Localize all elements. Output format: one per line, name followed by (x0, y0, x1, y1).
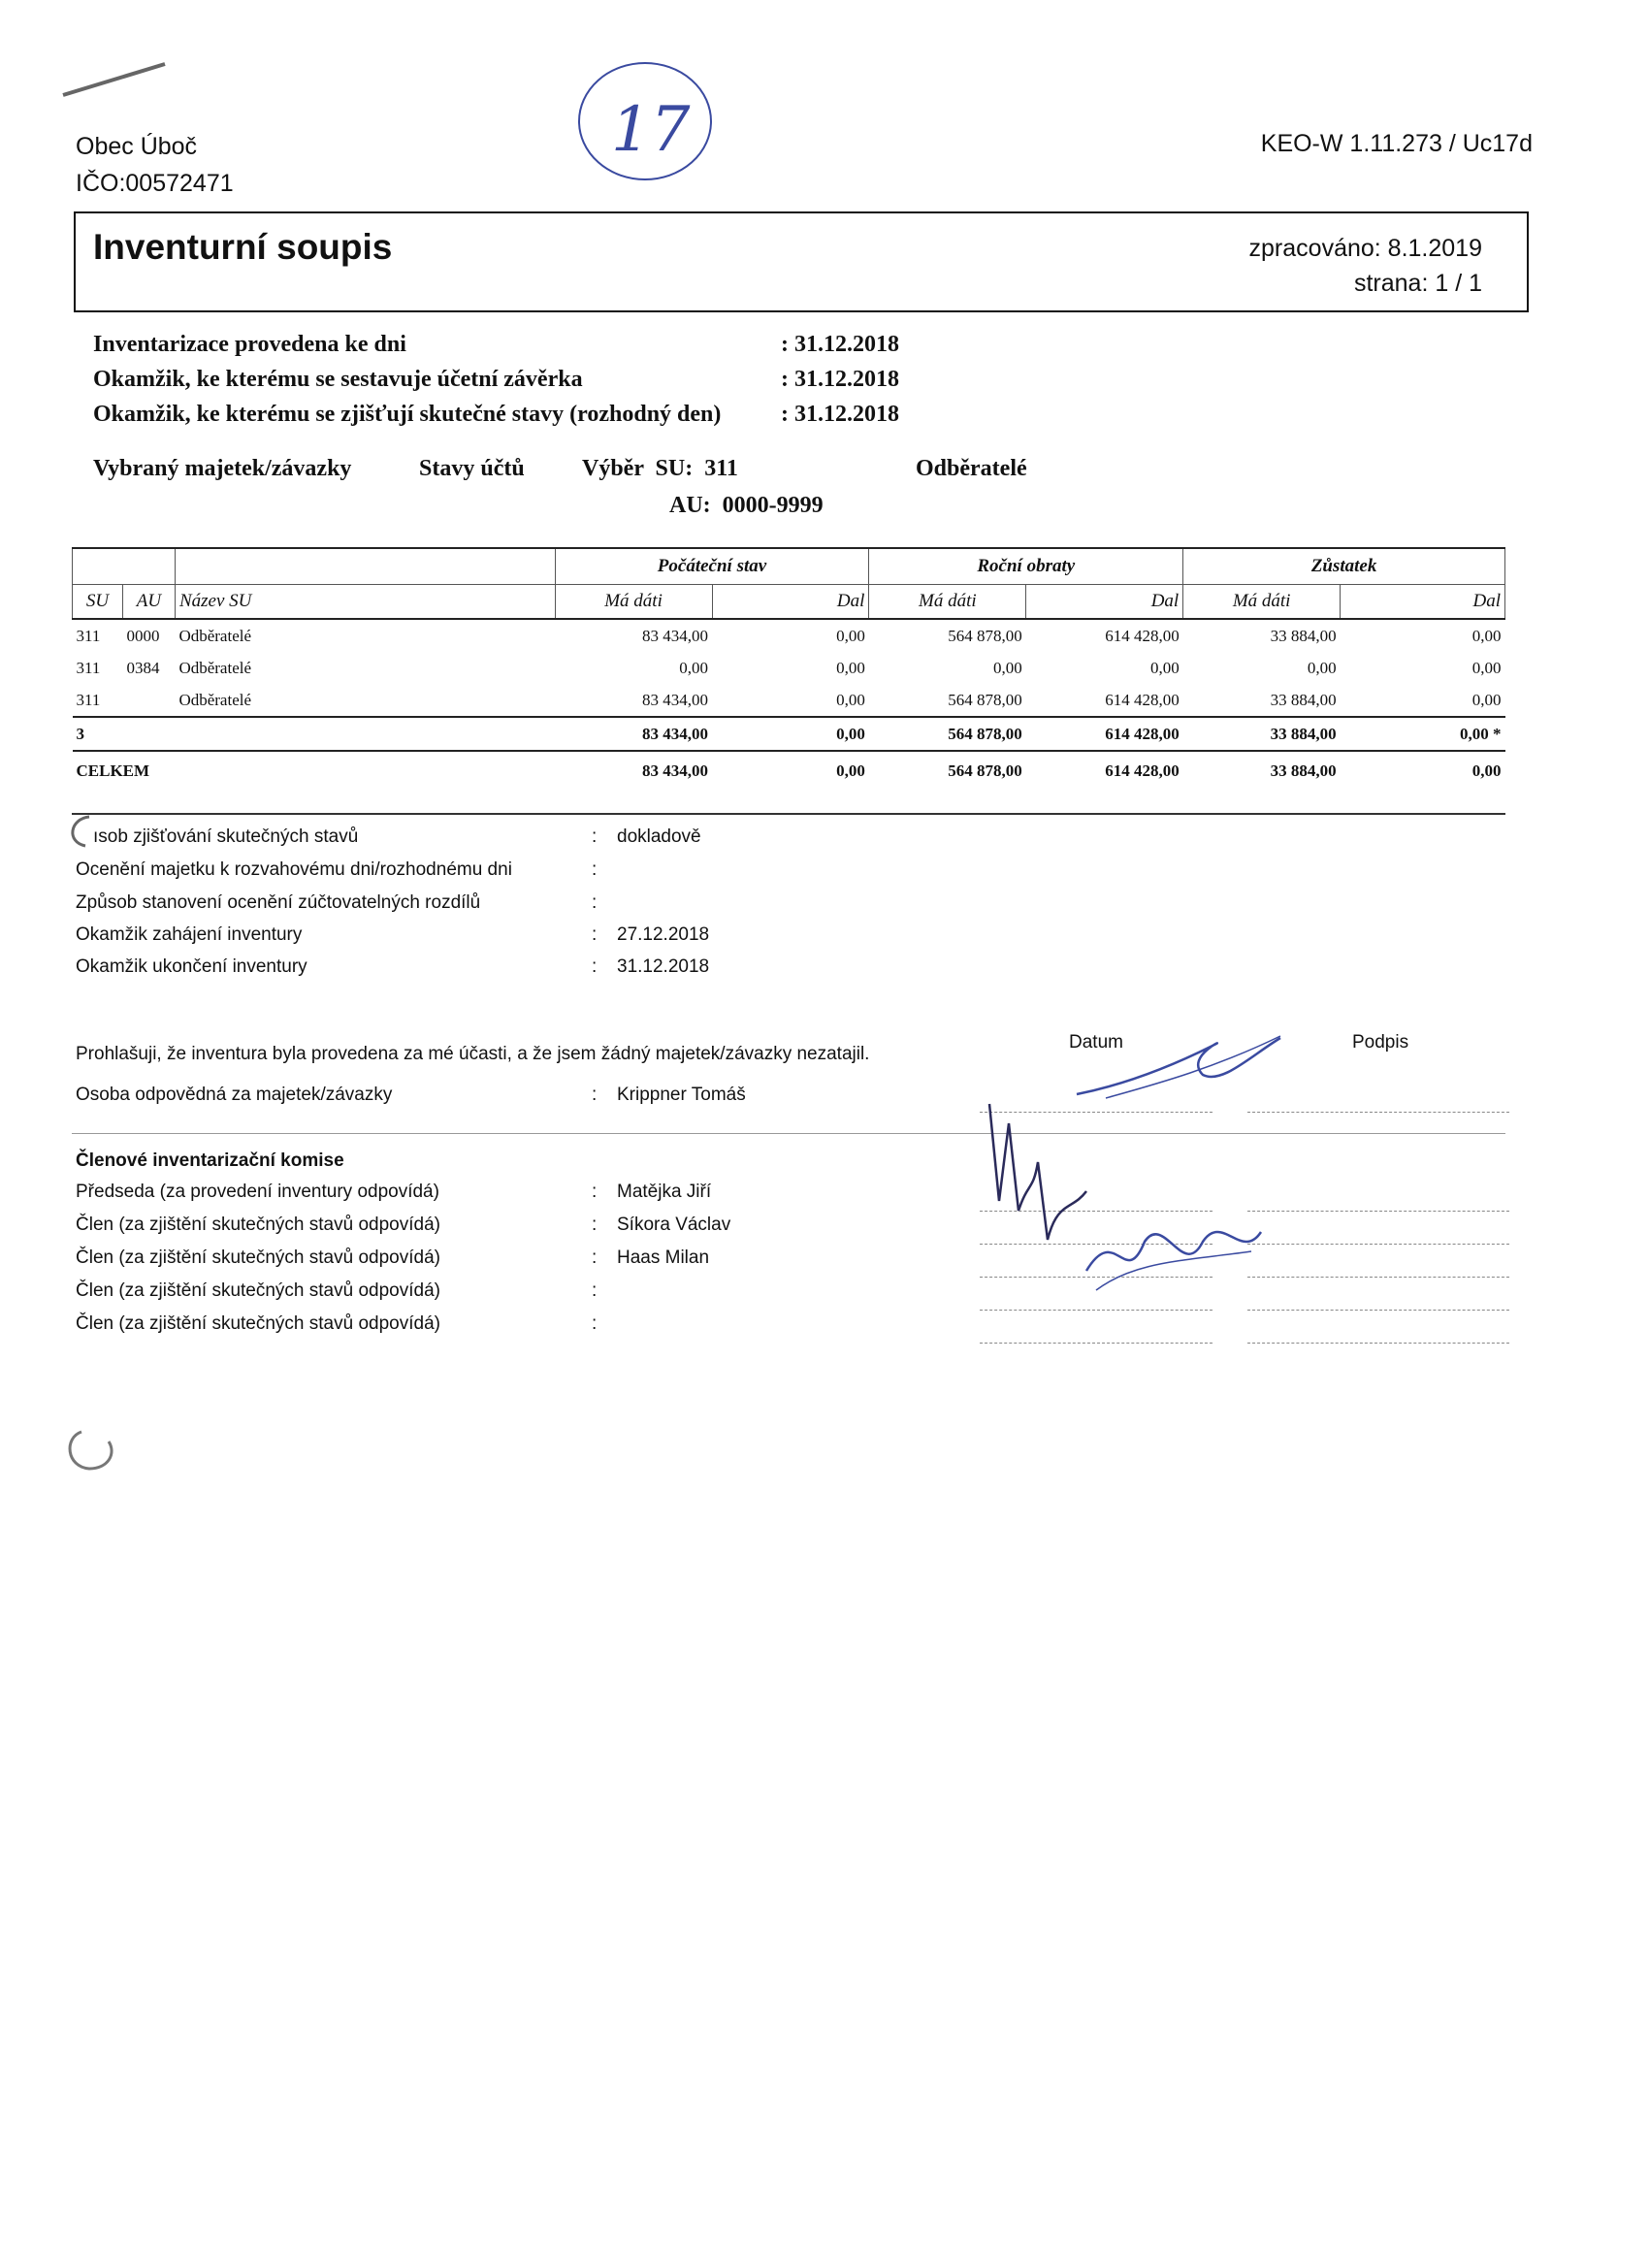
member-label: Člen (za zjištění skutečných stavů odpovídá) (76, 1280, 440, 1301)
colon: : (592, 859, 598, 880)
podpis-line (1247, 1244, 1509, 1245)
podpis-line (1247, 1310, 1509, 1311)
total-label: CELKEM (76, 761, 150, 780)
detail-label: ısob zjišťování skutečných stavů (93, 826, 359, 847)
podpis-line (1247, 1343, 1509, 1344)
date-label: Okamžik, ke kterému se sestavuje účetní závěrka (93, 367, 583, 392)
processing-info (1249, 231, 1482, 301)
colon: : (592, 1247, 598, 1268)
accounts-table (72, 547, 1505, 790)
cell-value: 0,00 (679, 658, 709, 677)
colon: : (592, 1313, 598, 1334)
page-count: strana: 1 / 1 (1353, 270, 1482, 297)
cell-value: 0,00 (1471, 626, 1502, 645)
detail-label: Způsob stanovení ocenění zúčtovatelných rozdílů (76, 892, 481, 913)
col-header: Má dáti (1183, 585, 1341, 620)
col-header: Název SU (175, 585, 555, 620)
table-group-header (73, 548, 1505, 585)
col-header: Má dáti (555, 585, 712, 620)
cell-name: Odběratelé (178, 626, 252, 645)
member-label: Předseda (za provedení inventury odpovídá) (76, 1182, 439, 1202)
handwritten-page-number (572, 53, 718, 189)
table-row (73, 619, 1505, 652)
col-header: AU (122, 585, 175, 620)
org-name: Obec Úboč (76, 133, 198, 160)
pen-mark (58, 56, 175, 105)
title-box (74, 211, 1529, 312)
table-row (73, 652, 1505, 684)
cell-value: 0,00 (836, 658, 865, 677)
cell-value: 33 884,00 (1270, 761, 1337, 780)
selection-state: Stavy účtů (419, 456, 525, 481)
col-header: SU (73, 585, 123, 620)
cell-value: 614 428,00 (1105, 690, 1180, 709)
cell-su: 311 (76, 658, 101, 677)
detail-label: Ocenění majetku k rozvahovému dni/rozhodnému dni (76, 859, 512, 880)
cell-value: 0,00 (1471, 658, 1502, 677)
cell-value: 564 878,00 (948, 724, 1022, 743)
podpis-label: Podpis (1352, 1032, 1409, 1053)
col-header: Má dáti (869, 585, 1026, 620)
member-value: Síkora Václav (617, 1215, 731, 1235)
responsible-label: Osoba odpovědná za majetek/závazky (76, 1085, 393, 1105)
detail-label: Okamžik zahájení inventury (76, 924, 303, 945)
cell-value: 0,00 * (1460, 724, 1502, 743)
detail-value: 31.12.2018 (617, 956, 710, 977)
member-label: Člen (za zjištění skutečných stavů odpovídá) (76, 1247, 440, 1268)
date-value: : 31.12.2018 (781, 402, 899, 427)
cell-value: 0,00 (993, 658, 1022, 677)
cell-value: 614 428,00 (1105, 761, 1180, 780)
responsible-value: Krippner Tomáš (617, 1085, 746, 1105)
colon: : (592, 1280, 598, 1301)
cell-value: 0,00 (1149, 658, 1180, 677)
colon: : (592, 1085, 598, 1105)
member-value: Matějka Jiří (617, 1182, 712, 1202)
podpis-line (1247, 1211, 1509, 1212)
org-header (76, 128, 234, 202)
colon: : (592, 956, 598, 977)
handwritten-number-text: 17 (611, 94, 691, 166)
signature-responsible (1067, 1026, 1290, 1104)
detail-value: dokladově (617, 826, 701, 847)
cell-name: Odběratelé (178, 658, 252, 677)
punch-hole-mark (60, 1424, 128, 1482)
selection-name: Odběratelé (916, 456, 1027, 481)
selection-su: Výběr SU: 311 (582, 456, 738, 481)
podpis-line (1247, 1277, 1509, 1278)
group-header-turnover: Roční obraty (869, 548, 1183, 585)
table-row (73, 684, 1505, 717)
colon: : (592, 924, 598, 945)
selection-au: AU: 0000-9999 (669, 493, 824, 518)
cell-value: 564 878,00 (948, 626, 1022, 645)
cell-value: 83 434,00 (642, 724, 709, 743)
cell-value: 614 428,00 (1105, 626, 1180, 645)
cell-value: 564 878,00 (948, 690, 1022, 709)
group-header-balance: Zůstatek (1183, 548, 1505, 585)
cell-value: 0,00 (836, 626, 865, 645)
datum-line (980, 1343, 1212, 1344)
cell-value: 33 884,00 (1270, 724, 1337, 743)
org-ico: IČO:00572471 (76, 170, 234, 197)
cell-value: 33 884,00 (1270, 690, 1337, 709)
podpis-line (1247, 1112, 1509, 1113)
committee-title: Členové inventarizační komise (76, 1150, 344, 1171)
datum-line (980, 1310, 1212, 1311)
detail-value: 27.12.2018 (617, 924, 710, 945)
cell-value: 564 878,00 (948, 761, 1022, 780)
cell-value: 614 428,00 (1105, 724, 1180, 743)
processed-date: zpracováno: 8.1.2019 (1248, 235, 1482, 262)
cell-au: 0384 (126, 658, 160, 677)
date-value: : 31.12.2018 (781, 367, 899, 392)
divider (72, 1133, 1505, 1134)
doc-code: KEO-W 1.11.273 / Uc17d (1260, 130, 1533, 157)
cell-value: 0,00 (1307, 658, 1337, 677)
cell-su: 311 (76, 626, 101, 645)
col-header: Dal (1026, 585, 1183, 620)
cell-value: 0,00 (836, 761, 865, 780)
subtotal-row (73, 717, 1505, 751)
declaration-text: Prohlašuji, že inventura byla provedena za mé účasti, a že jsem žádný majetek/závazky nezatajil. (76, 1044, 870, 1064)
cell-au: 0000 (126, 626, 160, 645)
cell-name: Odběratelé (178, 690, 252, 709)
selection-label: Vybraný majetek/závazky (93, 456, 352, 481)
cell-value: 33 884,00 (1270, 626, 1337, 645)
cell-value: 0,00 (1471, 690, 1502, 709)
cell-value: 0,00 (1471, 761, 1502, 780)
cell-au (122, 684, 175, 717)
col-header: Dal (712, 585, 869, 620)
member-label: Člen (za zjištění skutečných stavů odpovídá) (76, 1313, 440, 1334)
cell-value: 83 434,00 (642, 761, 709, 780)
total-row (73, 751, 1505, 790)
cell-value: 0,00 (836, 690, 865, 709)
colon: : (592, 892, 598, 913)
page-title: Inventurní soupis (93, 227, 393, 267)
member-value: Haas Milan (617, 1247, 710, 1268)
cell-value: 83 434,00 (642, 690, 709, 709)
cell-value: 83 434,00 (642, 626, 709, 645)
colon: : (592, 826, 598, 847)
date-label: Inventarizace provedena ke dni (93, 332, 406, 357)
group-header-opening: Počáteční stav (555, 548, 869, 585)
member-label: Člen (za zjištění skutečných stavů odpovídá) (76, 1215, 440, 1235)
punch-hole-mark (60, 813, 109, 852)
cell-su: 311 (76, 690, 101, 709)
table-column-header (73, 585, 1505, 620)
detail-label: Okamžik ukončení inventury (76, 956, 307, 977)
divider (72, 813, 1505, 815)
subtotal-label: 3 (76, 724, 84, 743)
datum-label: Datum (1069, 1032, 1123, 1053)
colon: : (592, 1215, 598, 1235)
cell-value: 0,00 (836, 724, 865, 743)
date-value: : 31.12.2018 (781, 332, 899, 357)
signature-member (1067, 1203, 1271, 1300)
colon: : (592, 1182, 598, 1202)
col-header: Dal (1341, 585, 1505, 620)
date-label: Okamžik, ke kterému se zjišťují skutečné stavy (rozhodný den) (93, 402, 722, 427)
